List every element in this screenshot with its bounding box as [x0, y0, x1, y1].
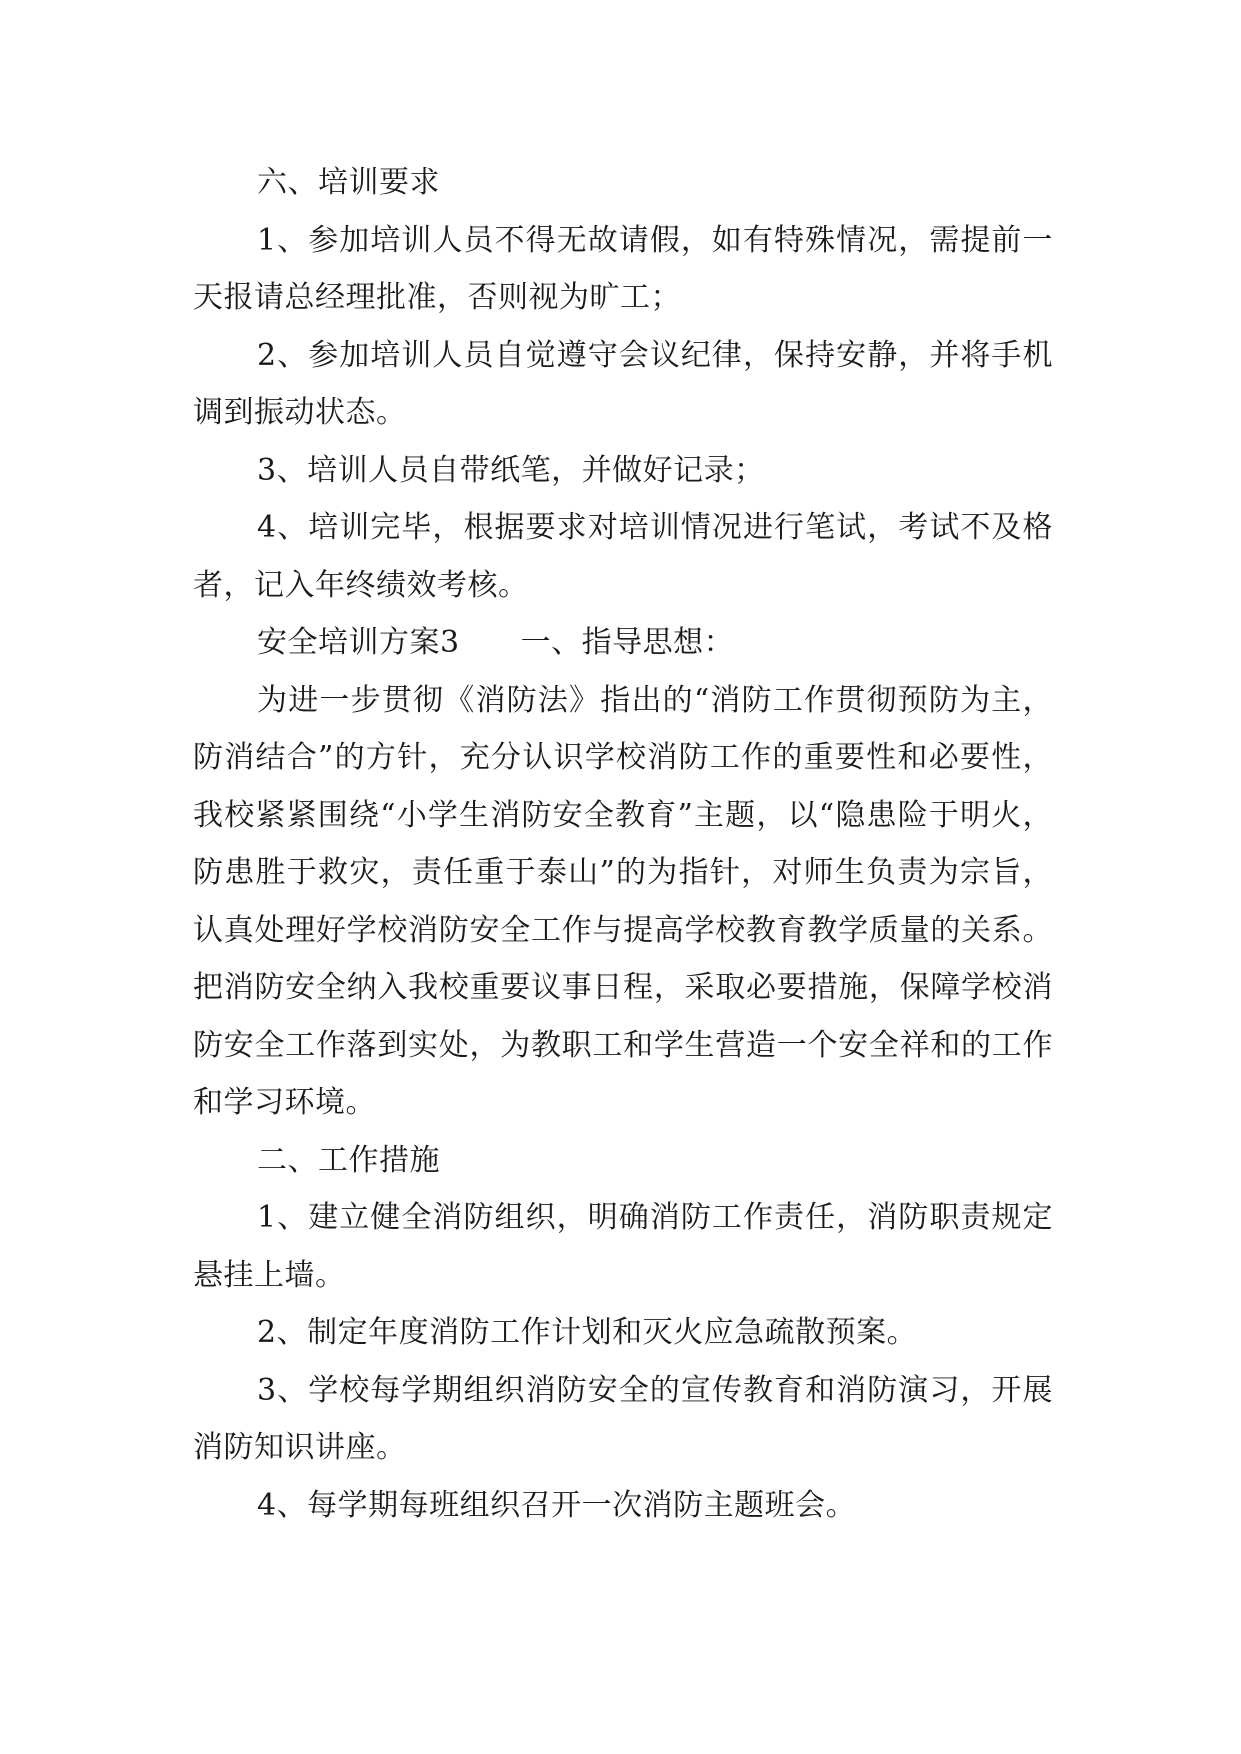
requirement-item-2: 2、参加培训人员自觉遵守会议纪律，保持安静，并将手机调到振动状态。: [193, 337, 1053, 430]
section-heading-training-requirements: 六、培训要求: [257, 165, 440, 200]
document-body: [193, 154, 1053, 1534]
measure-item-2: 2、制定年度消防工作计划和灭火应急疏散预案。: [257, 1315, 918, 1350]
measure-item-1: 1、建立健全消防组织，明确消防工作责任，消防职责规定悬挂上墙。: [193, 1200, 1053, 1293]
guiding-ideology-paragraph: 为进一步贯彻《消防法》指出的“消防工作贯彻预防为主，防消结合”的方针，充分认识学校消防工作的重要性和必要性，我校紧紧围绕“小学生消防安全教育”主题，以“隐患险于明火，防患胜于救灾，责任重于泰山”的为指针，对师生负责为宗旨，认真处理好学校消防安全工作与提高学校教育教学质量的关系。把消防安全纳入我校重要议事日程，采取必要措施，保障学校消防安全工作落到实处，为教职工和学生营造一个安全祥和的工作和学习环境。: [193, 682, 1053, 1120]
requirement-item-1: 1、参加培训人员不得无故请假，如有特殊情况，需提前一天报请总经理批准，否则视为旷工；: [193, 222, 1053, 315]
requirement-item-3: 3、培训人员自带纸笔，并做好记录；: [257, 452, 765, 488]
measure-item-3: 3、学校每学期组织消防安全的宣传教育和消防演习，开展消防知识讲座。: [193, 1372, 1053, 1465]
measure-item-4: 4、每学期每班组织召开一次消防主题班会。: [257, 1487, 857, 1523]
plan-3-heading: 安全培训方案3 一、指导思想：: [257, 625, 735, 660]
section-heading-work-measures: 二、工作措施: [257, 1142, 440, 1178]
requirement-item-4: 4、培训完毕，根据要求对培训情况进行笔试，考试不及格者，记入年终绩效考核。: [193, 510, 1053, 603]
